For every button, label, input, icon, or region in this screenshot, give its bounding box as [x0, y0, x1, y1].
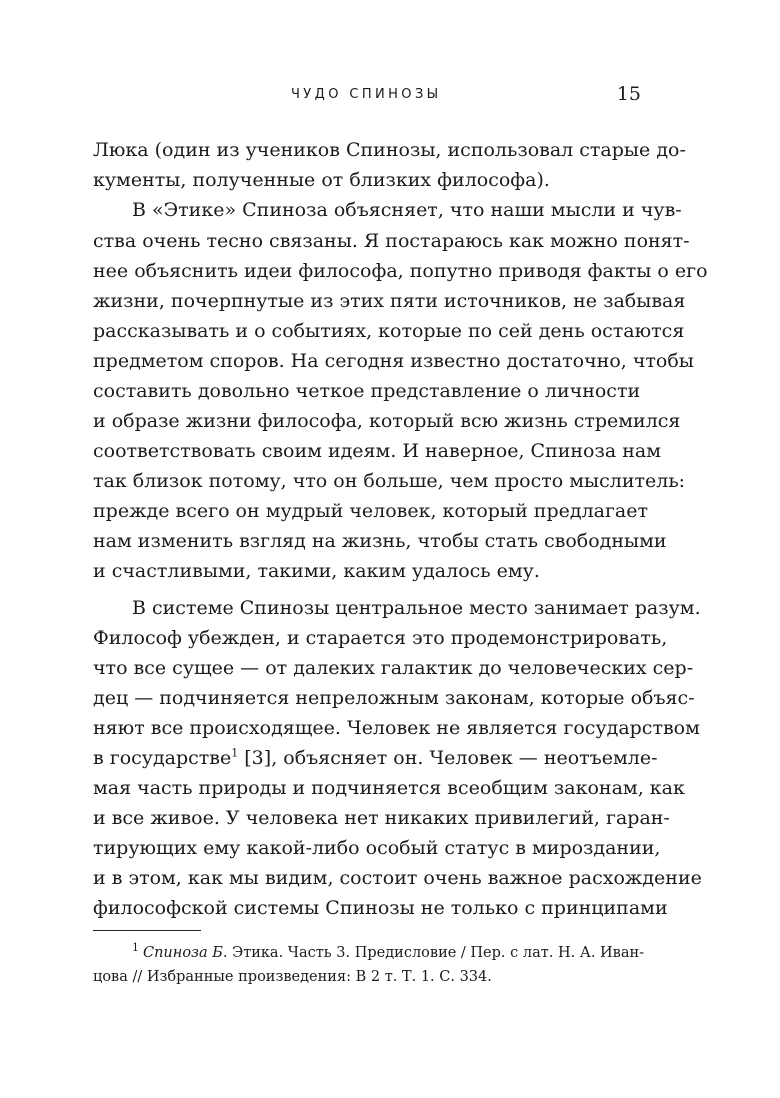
running-title: ЧУДО СПИНОЗЫ — [291, 87, 442, 102]
body-line: Люка (один из учеников Спинозы, использовал старые до- — [93, 139, 686, 161]
body-line: рассказывать и о событиях, которые по сей день остаются — [93, 320, 685, 342]
body-line: философской системы Спинозы не только с принципами — [93, 897, 668, 919]
body-line: В системе Спинозы центральное место занимает разум. — [132, 597, 701, 619]
body-line: ства очень тесно связаны. Я постараюсь как можно понят- — [93, 230, 690, 252]
body-line: предметом споров. На сегодня известно достаточно, чтобы — [93, 350, 694, 372]
page-number: 15 — [616, 83, 641, 105]
body-line: составить довольно четкое представление о личности — [93, 380, 641, 402]
body-line: так близок потому, что он больше, чем просто мыслитель: — [93, 470, 686, 492]
body-line: прежде всего он мудрый человек, который предлагает — [93, 500, 648, 522]
body-line: и все живое. У человека нет никаких привилегий, гаран- — [93, 807, 670, 829]
body-line: дец — подчиняется непреложным законам, которые объяс- — [93, 687, 695, 709]
body-line — [93, 743, 658, 773]
footnote-line: 1 Спиноза Б. Этика. Часть 3. Предисловие / Пер. с лат. Н. А. Иван- — [132, 941, 645, 961]
footnote-line: цова // Избранные произведения: В 2 т. Т. 1. С. 334. — [93, 969, 492, 985]
body-text: [3], объясняет он. Человек — неотъемле- — [238, 747, 658, 769]
body-line: и счастливыми, такими, каким удалось ему. — [93, 560, 540, 582]
body-line: нам изменить взгляд на жизнь, чтобы стать свободными — [93, 530, 667, 552]
body-line: В «Этике» Спиноза объясняет, что наши мысли и чув- — [132, 199, 682, 221]
body-line: мая часть природы и подчиняется всеобщим законам, как — [93, 777, 685, 799]
body-line: соответствовать своим идеям. И наверное, Спиноза нам — [93, 440, 661, 462]
footnote-rule — [93, 930, 201, 931]
body-line: нее объяснить идеи философа, попутно приводя факты о его — [93, 260, 708, 282]
footnote-reference: 1 — [231, 746, 239, 760]
body-line: что все сущее — от далеких галактик до человеческих сер- — [93, 657, 694, 679]
body-line: и образе жизни философа, который всю жизнь стремился — [93, 410, 681, 432]
body-line: тирующих ему какой-либо особый статус в мироздании, — [93, 837, 661, 859]
footnote-text: Этика. Часть 3. Предисловие / Пер. с лат. Н. А. Иван- — [227, 945, 645, 961]
body-line: няют все происходящее. Человек не является государством — [93, 717, 700, 739]
body-text: в государстве — [93, 747, 232, 769]
body-line: Философ убежден, и старается это продемонстрировать, — [93, 627, 668, 649]
body-line: кументы, полученные от близких философа). — [93, 169, 550, 191]
body-line: и в этом, как мы видим, состоит очень важное расхождение — [93, 867, 702, 889]
footnote-author: Спиноза Б. — [143, 945, 228, 961]
body-line: жизни, почерпнутые из этих пяти источников, не забывая — [93, 290, 686, 312]
